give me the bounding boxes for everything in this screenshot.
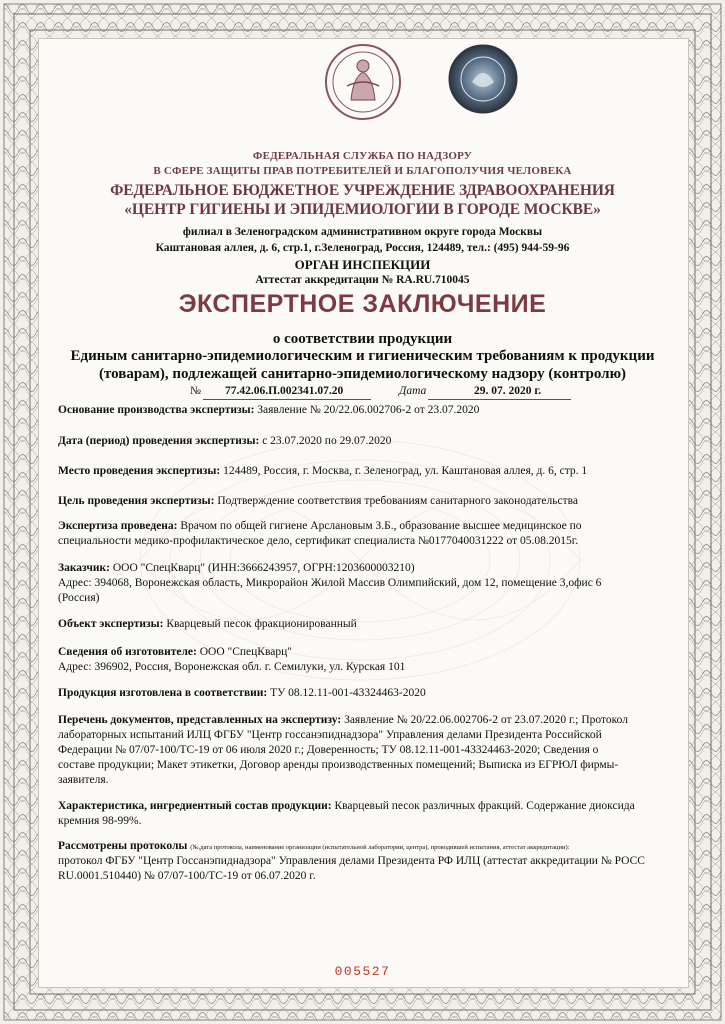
maker-row: Сведения об изготовителе: ООО "СпецКварц" xyxy=(58,646,292,658)
number-label: № xyxy=(190,385,201,397)
protocols-row: Рассмотрены протоколы (№,дата протокола, наименование организации (испытательной лаборатории, центра), проводившей испытания, аттестат аккредитации): xyxy=(58,840,570,852)
maker-row-2: Адрес: 396902, Россия, Воронежская обл. г. Семилуки, ул. Курская 101 xyxy=(58,661,406,673)
basis-row: Основание производства экспертизы: Заявление № 20/22.06.002706-2 от 23.07.2020 xyxy=(58,404,480,416)
docs-row-5: заявителя. xyxy=(58,774,109,786)
branch-line: филиал в Зеленоградском административном округе города Москвы xyxy=(182,226,543,238)
customer-row-2: Адрес: 394068, Воронежская область, Микрорайон Жилой Массив Олимпийский, дом 12, помещение 3,офис 6 xyxy=(58,577,602,589)
docs-row-3: Федерации № 07/07-100/ТС-19 от 06 июля 2020 г.; Доверенность; ТУ 08.12.11-001-43324463-2020; Сведения о xyxy=(58,744,599,756)
date-label: Дата xyxy=(399,385,427,397)
purpose-row: Цель проведения экспертизы: Подтверждение соответствия требованиям санитарного законодательства xyxy=(58,495,578,507)
composition-row: Характеристика, ингредиентный состав продукции: Кварцевый песок различных фракций. Содержание диоксида xyxy=(58,800,635,812)
subtitle-3: (товарам), подлежащей санитарно-эпидемиологическому надзору (контролю) xyxy=(98,366,627,382)
docs-row: Перечень документов, представленных на экспертизу: Заявление № 20/22.06.002706-2 от 23.07.2020 г.; Протокол xyxy=(58,714,628,726)
composition-row-2: кремния 98-99%. xyxy=(58,815,142,827)
customer-row-3: (Россия) xyxy=(58,592,100,604)
customer-row: Заказчик: ООО "СпецКварц" (ИНН:3666243957, ОГРН:1203600003210) xyxy=(58,562,415,574)
organ-title: ОРГАН ИНСПЕКЦИИ xyxy=(294,257,431,272)
emblem-right-icon xyxy=(446,42,520,116)
agency-line-2: В СФЕРЕ ЗАЩИТЫ ПРАВ ПОТРЕБИТЕЛЕЙ И БЛАГОПОЛУЧИЯ ЧЕЛОВЕКА xyxy=(153,165,572,177)
expert-row-2: специальности медико-профилактическое дело, сертификат специалиста №0177040031222 от 05.08.2015г. xyxy=(58,535,579,547)
standard-row: Продукция изготовлена в соответствии: ТУ 08.12.11-001-43324463-2020 xyxy=(58,687,426,699)
place-row: Место проведения экспертизы: 124489, Россия, г. Москва, г. Зеленоград, ул. Каштановая аллея, д. 6, стр. 1 xyxy=(58,465,588,477)
watermark-pattern xyxy=(120,420,600,700)
object-row: Объект экспертизы: Кварцевый песок фракционированный xyxy=(58,618,357,630)
protocols-row-3: RU.0001.510440) № 07/07-100/ТС-19 от 06.07.2020 г. xyxy=(58,870,316,882)
expert-row: Экспертиза проведена: Врачом по общей гигиене Арслановым З.Б., образование высшее медицинское по xyxy=(58,520,582,532)
subtitle-1: о соответствии продукции xyxy=(272,331,453,347)
docs-row-4: составе продукции; Макет этикетки, Договор аренды производственных помещений; Выписка из ЕГРЮЛ фирмы- xyxy=(58,759,619,771)
institution-line-1: ФЕДЕРАЛЬНОЕ БЮДЖЕТНОЕ УЧРЕЖДЕНИЕ ЗДРАВООХРАНЕНИЯ xyxy=(110,182,615,199)
document-title: ЭКСПЕРТНОЕ ЗАКЛЮЧЕНИЕ xyxy=(178,290,547,318)
emblem-left-icon xyxy=(323,42,403,122)
subtitle-2: Единым санитарно-эпидемиологическим и гигиеническим требованиям к продукции xyxy=(70,348,655,364)
agency-line-1: ФЕДЕРАЛЬНАЯ СЛУЖБА ПО НАДЗОРУ xyxy=(252,150,473,162)
period-row: Дата (период) проведения экспертизы: с 23.07.2020 по 29.07.2020 xyxy=(58,435,392,447)
docs-row-2: лабораторных испытаний ИЛЦ ФГБУ "Центр госсанэпиднадзора" Управления делами Президента Российской xyxy=(58,729,602,741)
document-date: 29. 07. 2020 г. xyxy=(474,385,542,397)
address-line: Каштановая аллея, д. 6, стр.1, г.Зеленоград, Россия, 124489, тел.: (495) 944-59-96 xyxy=(155,242,570,254)
accreditation-line: Аттестат аккредитации № RA.RU.710045 xyxy=(255,274,470,286)
protocols-row-2: протокол ФГБУ "Центр Госсанэпиднадзора" Управления делами Президента РФ ИЛЦ (аттестат аккредитации № РОСС xyxy=(58,855,645,867)
serial-number: 005527 xyxy=(334,964,391,979)
document-number: 77.42.06.П.002341.07.20 xyxy=(225,385,344,397)
institution-line-2: «ЦЕНТР ГИГИЕНЫ И ЭПИДЕМИОЛОГИИ В ГОРОДЕ МОСКВЕ» xyxy=(124,201,601,218)
